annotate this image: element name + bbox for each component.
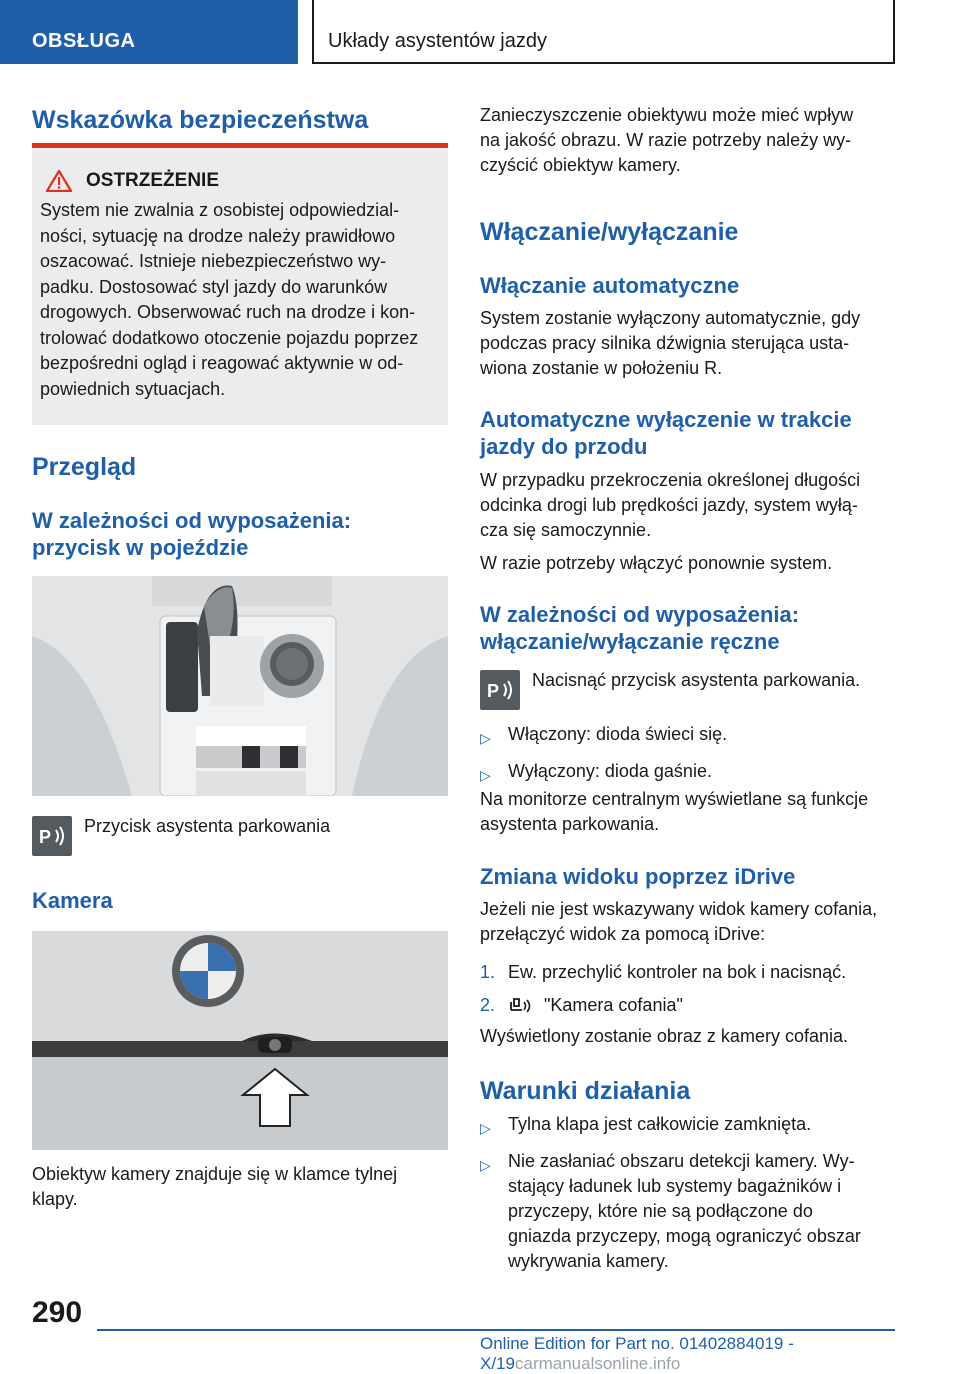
auto-off-line: W przypadku przekroczenia określonej długości [480,470,861,490]
auto-on-heading: Włączanie automatyczne [480,273,740,298]
bullet-triangle-icon: ▷ [480,730,491,746]
intro-text [480,103,853,178]
intro-line: na jakość obrazu. W razie potrzeby należy wy- [480,130,852,150]
auto-off-heading-line: jazdy do przodu [480,434,648,459]
list-item [480,759,895,788]
list-item [480,1149,895,1274]
manual-text: Nacisnąć przycisk asystenta parkowania. [532,670,861,690]
parking-assistant-icon-2 [480,670,520,710]
warning-line: bezpośredni ogląd i reagować aktywnie w od- [40,353,404,373]
warning-title-row [40,170,440,192]
list-item [480,993,895,1018]
camera-caption [32,1162,397,1212]
monitor-line: asystenta parkowania. [480,814,660,834]
warning-triangle-icon [46,170,72,192]
idrive-heading: Zmiana widoku poprzez iDrive [480,864,796,889]
edition-line [480,1334,960,1374]
conditions-heading: Warunki działania [480,1077,691,1105]
rear-camera-illustration [32,931,448,1150]
monitor-line: Na monitorze centralnym wyświetlane są funkcje [480,789,869,809]
manual-heading-line: włączanie/wyłączanie ręczne [480,629,780,654]
section-tab [0,0,298,64]
watermark-text: carmanualsonline.info [514,1354,681,1373]
button-caption: Przycisk asystenta parkowania [84,816,331,836]
auto-off-line: odcinka drogi lub prędkości jazdy, system wyłą- [480,495,858,515]
bullet-line: przyczepy, które nie są podłączone do [508,1201,813,1221]
chapter-label: Układy asystentów jazdy [328,30,547,52]
warning-title: OSTRZEŻENIE [86,170,220,191]
camera-caption-line: klapy. [32,1189,78,1209]
bullet-line: wykrywania kamery. [508,1251,669,1271]
warning-line: ności, sytuację na drodze należy prawidłowo [40,225,396,246]
step-number: 1. [480,962,496,982]
bullet-text [508,1112,895,1141]
auto-off-line: cza się samoczynnie. [480,520,652,540]
step-text: "Kamera cofania" [544,995,683,1015]
auto-off-heading-line: Automatyczne wyłączenie w trakcie [480,407,852,432]
overview-heading: Przegląd [32,453,137,481]
idrive-text [480,897,877,947]
bullet-triangle-icon: ▷ [480,767,491,783]
bullet-line: stający ładunek lub systemy bagażników i [508,1176,842,1196]
bullet-text: Włączony: dioda świeci się. [508,724,728,744]
parking-assistant-icon [32,816,72,856]
idrive-steps [480,960,895,1018]
warning-line: System nie zwalnia z osobistej odpowiedzial- [40,200,400,220]
auto-on-line: System zostanie wyłączony automatycznie, gdy [480,308,861,328]
camera-heading: Kamera [32,888,113,913]
manual-heading [480,601,799,655]
bullet-line: Nie zasłaniać obszaru detekcji kamery. Wy- [508,1151,855,1171]
auto-on-line: podczas pracy silnika dźwignia sterująca usta- [480,333,850,353]
list-item [480,722,895,751]
bullet-text [508,1149,895,1274]
warning-line: oszacować. Istnieje niebezpieczeństwo wy- [40,251,387,271]
center-console-illustration [32,576,448,796]
edition-text: Online Edition for Part no. 01402884019 - X/19 [480,1334,794,1373]
conditions-list [480,1112,895,1274]
bullet-triangle-icon: ▷ [480,1120,491,1136]
bullet-line: Tylna klapa jest całkowicie zamknięta. [508,1114,812,1134]
intro-line: czyścić obiektyw kamery. [480,155,681,175]
section-label: OBSŁUGA [32,30,136,52]
warning-box [32,148,448,425]
footer-rule [97,1329,895,1331]
step-number: 2. [480,995,496,1015]
bullet-text: Wyłączony: dioda gaśnie. [508,761,712,781]
equipment-heading-line: przycisk w pojeździe [32,535,249,560]
idrive-line: przełączyć widok za pomocą iDrive: [480,924,766,944]
intro-line: Zanieczyszczenie obiektywu może mieć wpływ [480,105,854,125]
onoff-heading: Włączanie/wyłączanie [480,218,739,246]
monitor-text [480,787,868,837]
auto-off-heading [480,406,852,460]
idrive-line: Jeżeli nie jest wskazywany widok kamery cofania, [480,899,878,919]
rear-camera-photo [32,931,448,1150]
manual-bullets [480,722,895,788]
auto-on-line: wiona zostanie w położeniu R. [480,358,723,378]
safety-heading: Wskazówka bezpieczeństwa [32,106,369,134]
manual-heading-line: W zależności od wyposażenia: [480,602,800,627]
idrive-result: Wyświetlony zostanie obraz z kamery cofania. [480,1026,848,1046]
list-item [480,960,895,985]
equipment-heading [32,507,351,561]
warning-line: padku. Dostosować styl jazdy do warunków [40,276,388,297]
bullet-line: gniazda przyczepy, mogą ograniczyć obszar [508,1226,861,1246]
warning-line: powiednich sytuacjach. [40,378,226,399]
step-text: Ew. przechylić kontroler na bok i nacisnąć. [508,962,847,982]
bullet-triangle-icon: ▷ [480,1157,491,1173]
equipment-heading-line: W zależności od wyposażenia: [32,508,352,533]
page-number: 290 [32,1296,83,1329]
camera-caption-line: Obiektyw kamery znajduje się w klamce tylnej [32,1164,398,1184]
svg-text:P: P [39,827,52,847]
list-item [480,1112,895,1141]
center-console-photo [32,576,448,796]
camera-view-icon [508,996,534,1016]
svg-text:P: P [487,681,500,701]
auto-off-text-2: W razie potrzeby włączyć ponownie system. [480,553,833,573]
auto-on-text [480,306,860,381]
warning-line: trolować dodatkowo otoczenie pojazdu poprzez [40,327,419,348]
warning-line: drogowych. Obserwować ruch na drodze i kon- [40,302,416,322]
chapter-box [312,0,895,64]
auto-off-text [480,468,860,543]
warning-text [40,198,440,402]
